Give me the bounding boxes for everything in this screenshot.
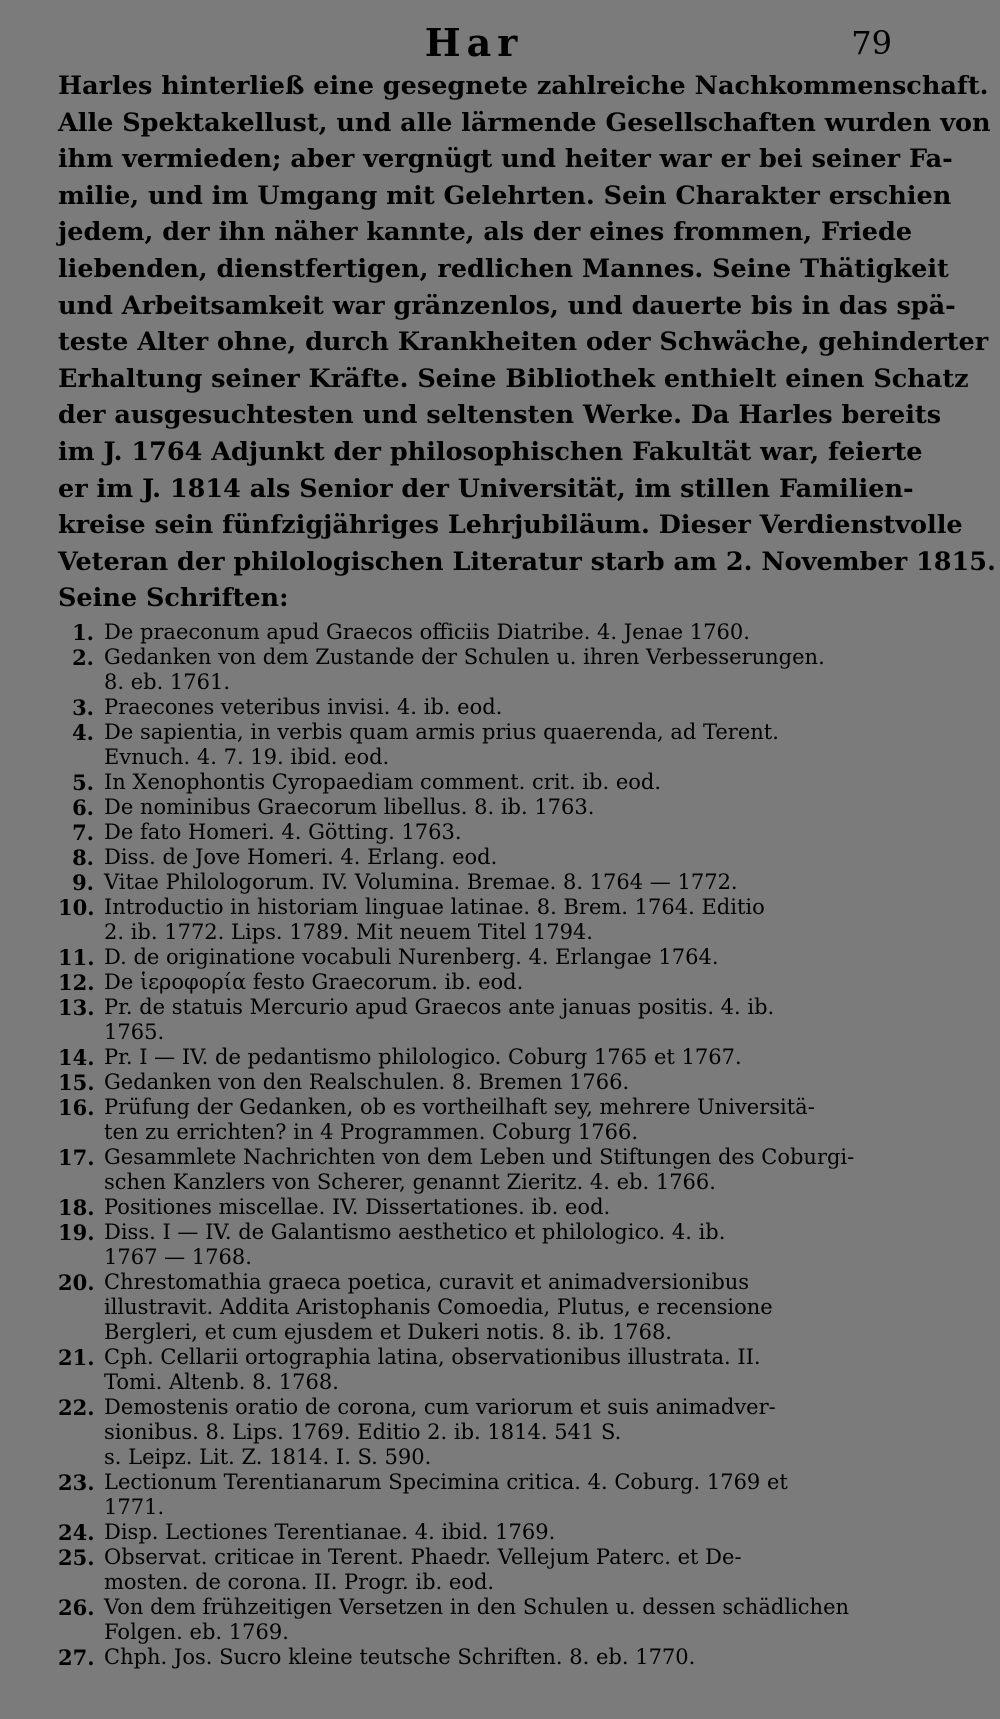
paragraph-line: teste Alter ohne, durch Krankheiten oder Schwäche, gehinderter xyxy=(58,327,989,358)
entry-line: De praeconum apud Graecos officiis Diatribe. 4. Jenae 1760. xyxy=(104,620,750,645)
entry-number: 24. xyxy=(58,1520,95,1546)
entry-line: De ἱεροφορία festo Graecorum. ib. eod. xyxy=(104,970,524,995)
paragraph-line: Alle Spektakellust, und alle lärmende Gesellschaften wurden von xyxy=(58,107,991,138)
entry-text xyxy=(104,845,890,870)
list-item xyxy=(58,795,890,820)
paragraph-line: milie, und im Umgang mit Gelehrten. Sein Charakter erschien xyxy=(58,180,952,211)
entry-line: 1765. xyxy=(104,1020,165,1045)
entry-number: 20. xyxy=(58,1270,95,1296)
entry-number: 23. xyxy=(58,1470,95,1496)
paragraph-line: Veteran der philologischen Literatur starb am 2. November 1815. xyxy=(58,546,996,577)
entry-line: Introductio in historiam linguae latinae. 8. Brem. 1764. Editio xyxy=(104,895,765,920)
entry-line: 8. eb. 1761. xyxy=(104,670,231,695)
list-item xyxy=(58,1095,890,1145)
entry-number: 10. xyxy=(58,895,95,921)
entry-line: De fato Homeri. 4. Götting. 1763. xyxy=(104,820,462,845)
entry-number: 11. xyxy=(58,945,95,971)
entry-number: 2. xyxy=(72,645,94,671)
entry-line: Positiones miscellae. IV. Dissertationes. ib. eod. xyxy=(104,1195,611,1220)
biography-paragraph xyxy=(58,68,996,580)
entry-line: Pr. de statuis Mercurio apud Graecos ante januas positis. 4. ib. xyxy=(104,995,775,1020)
entry-number: 22. xyxy=(58,1395,95,1421)
entry-number: 19. xyxy=(58,1220,95,1246)
entry-text xyxy=(104,1595,890,1645)
entry-line: schen Kanzlers von Scherer, genannt Zieritz. 4. eb. 1766. xyxy=(104,1170,716,1195)
entry-text xyxy=(104,820,890,845)
writings-heading: Seine Schriften: xyxy=(58,583,289,614)
list-item xyxy=(58,1395,890,1470)
entry-text xyxy=(104,1520,890,1545)
entry-text xyxy=(104,695,890,720)
running-title: Har xyxy=(424,20,524,65)
entry-number: 3. xyxy=(72,695,94,721)
entry-text xyxy=(104,720,890,770)
paragraph-line: liebenden, dienstfertigen, redlichen Mannes. Seine Thätigkeit xyxy=(58,253,949,284)
list-item xyxy=(58,770,890,795)
entry-line: In Xenophontis Cyropaediam comment. crit. ib. eod. xyxy=(104,770,662,795)
entry-line: Chph. Jos. Sucro kleine teutsche Schriften. 8. eb. 1770. xyxy=(104,1645,696,1670)
list-item xyxy=(58,1470,890,1520)
entry-text xyxy=(104,895,890,945)
entry-text xyxy=(104,620,890,645)
entry-number: 21. xyxy=(58,1345,95,1371)
entry-line: 1771. xyxy=(104,1495,165,1520)
list-item xyxy=(58,695,890,720)
running-header xyxy=(58,14,890,68)
list-item xyxy=(58,720,890,770)
entry-number: 6. xyxy=(72,795,94,821)
entry-line: De nominibus Graecorum libellus. 8. ib. 1763. xyxy=(104,795,595,820)
entry-number: 16. xyxy=(58,1095,95,1121)
entry-line: Demostenis oratio de corona, cum variorum et suis animadver- xyxy=(104,1395,776,1420)
paragraph-line: Erhaltung seiner Kräfte. Seine Bibliothek enthielt einen Schatz xyxy=(58,363,969,394)
entry-number: 25. xyxy=(58,1545,95,1571)
entry-line: sionibus. 8. Lips. 1769. Editio 2. ib. 1814. 541 S. xyxy=(104,1420,622,1445)
entry-text xyxy=(104,1270,890,1345)
entry-number: 15. xyxy=(58,1070,95,1096)
list-item xyxy=(58,945,890,970)
entry-number: 12. xyxy=(58,970,95,996)
entry-line: Observat. criticae in Terent. Phaedr. Vellejum Paterc. et De- xyxy=(104,1545,742,1570)
entry-line: Disp. Lectiones Terentianae. 4. ibid. 1769. xyxy=(104,1520,556,1545)
list-item xyxy=(58,1145,890,1195)
entry-line: s. Leipz. Lit. Z. 1814. I. S. 590. xyxy=(104,1445,432,1470)
entry-text xyxy=(104,1345,890,1395)
paragraph-line: und Arbeitsamkeit war gränzenlos, und dauerte bis in das spä- xyxy=(58,290,956,321)
list-item xyxy=(58,620,890,645)
paragraph-line: jedem, der ihn näher kannte, als der eines frommen, Friede xyxy=(58,217,913,248)
entry-text xyxy=(104,770,890,795)
list-item xyxy=(58,1070,890,1095)
entry-line: De sapientia, in verbis quam armis prius quaerenda, ad Terent. xyxy=(104,720,779,745)
page-number: 79 xyxy=(851,24,892,62)
paragraph-line: Harles hinterließ eine gesegnete zahlreiche Nachkommenschaft. xyxy=(58,71,989,101)
entry-number: 8. xyxy=(72,845,94,871)
list-item xyxy=(58,1220,890,1270)
entry-text xyxy=(104,970,890,995)
entry-text xyxy=(104,945,890,970)
entry-number: 4. xyxy=(72,720,94,746)
list-item xyxy=(58,1645,890,1670)
entry-number: 7. xyxy=(72,820,94,846)
entry-line: Folgen. eb. 1769. xyxy=(104,1620,289,1645)
list-item xyxy=(58,1270,890,1345)
entry-text xyxy=(104,1470,890,1520)
entry-line: 1767 — 1768. xyxy=(104,1245,252,1270)
entry-line: Prüfung der Gedanken, ob es vortheilhaft sey, mehrere Universitä- xyxy=(104,1095,815,1120)
paragraph-line: im J. 1764 Adjunkt der philosophischen Fakultät war, feierte xyxy=(58,436,923,467)
paragraph-line: der ausgesuchtesten und seltensten Werke. Da Harles bereits xyxy=(58,400,942,431)
entry-line: Bergleri, et cum ejusdem et Dukeri notis. 8. ib. 1768. xyxy=(104,1320,672,1345)
entry-line: Von dem frühzeitigen Versetzen in den Schulen u. dessen schädlichen xyxy=(104,1595,850,1620)
entry-text xyxy=(104,1095,890,1145)
entry-text xyxy=(104,995,890,1045)
entry-line: illustravit. Addita Aristophanis Comoedia, Plutus, e recensione xyxy=(104,1295,773,1320)
entry-line: Gedanken von dem Zustande der Schulen u. ihren Verbesserungen. xyxy=(104,645,825,670)
entry-line: D. de originatione vocabuli Nurenberg. 4. Erlangae 1764. xyxy=(104,945,719,970)
list-item xyxy=(58,970,890,995)
entry-number: 26. xyxy=(58,1595,95,1621)
entry-line: Diss. de Jove Homeri. 4. Erlang. eod. xyxy=(104,845,498,870)
entry-number: 18. xyxy=(58,1195,95,1221)
list-item xyxy=(58,1595,890,1645)
list-item xyxy=(58,895,890,945)
entry-line: Pr. I — IV. de pedantismo philologico. Coburg 1765 et 1767. xyxy=(104,1045,742,1070)
list-item xyxy=(58,1520,890,1545)
entry-line: Lectionum Terentianarum Specimina critica. 4. Coburg. 1769 et xyxy=(104,1470,788,1495)
list-item xyxy=(58,645,890,695)
entry-line: mosten. de corona. II. Progr. ib. eod. xyxy=(104,1570,495,1595)
paragraph-line: kreise sein fünfzigjähriges Lehrjubiläum. Dieser Verdienstvolle xyxy=(58,510,963,541)
list-item xyxy=(58,1345,890,1395)
entry-number: 17. xyxy=(58,1145,95,1171)
entry-text xyxy=(104,1220,890,1270)
list-item xyxy=(58,1545,890,1595)
entry-text xyxy=(104,1070,890,1095)
entry-line: ten zu errichten? in 4 Programmen. Coburg 1766. xyxy=(104,1120,639,1145)
list-item xyxy=(58,1045,890,1070)
entry-number: 13. xyxy=(58,995,95,1021)
writings-list xyxy=(58,620,890,1670)
entry-number: 1. xyxy=(72,620,94,646)
entry-line: Cph. Cellarii ortographia latina, observationibus illustrata. II. xyxy=(104,1345,761,1370)
list-item xyxy=(58,870,890,895)
paragraph-line: ihm vermieden; aber vergnügt und heiter war er bei seiner Fa- xyxy=(58,144,953,175)
entry-text xyxy=(104,1195,890,1220)
entry-line: Gedanken von den Realschulen. 8. Bremen 1766. xyxy=(104,1070,630,1095)
paragraph-line: er im J. 1814 als Senior der Universität, im stillen Familien- xyxy=(58,473,914,504)
list-item xyxy=(58,995,890,1045)
entry-number: 27. xyxy=(58,1645,95,1671)
entry-text xyxy=(104,870,890,895)
list-item xyxy=(58,1195,890,1220)
entry-text xyxy=(104,795,890,820)
entry-line: Praecones veteribus invisi. 4. ib. eod. xyxy=(104,695,503,720)
list-item xyxy=(58,820,890,845)
entry-text xyxy=(104,1395,890,1470)
entry-text xyxy=(104,1145,890,1195)
entry-text xyxy=(104,1545,890,1595)
entry-number: 14. xyxy=(58,1045,95,1071)
entry-line: Evnuch. 4. 7. 19. ibid. eod. xyxy=(104,745,390,770)
entry-text xyxy=(104,1645,890,1670)
entry-text xyxy=(104,1045,890,1070)
entry-line: Vitae Philologorum. IV. Volumina. Bremae. 8. 1764 — 1772. xyxy=(104,870,738,895)
entry-number: 5. xyxy=(72,770,94,796)
entry-line: Tomi. Altenb. 8. 1768. xyxy=(104,1370,339,1395)
entry-line: Diss. I — IV. de Galantismo aesthetico et philologico. 4. ib. xyxy=(104,1220,726,1245)
list-item xyxy=(58,845,890,870)
entry-line: Chrestomathia graeca poetica, curavit et animadversionibus xyxy=(104,1270,750,1295)
entry-line: Gesammlete Nachrichten von dem Leben und Stiftungen des Coburgi- xyxy=(104,1145,855,1170)
entry-number: 9. xyxy=(72,870,94,896)
entry-text xyxy=(104,645,890,695)
entry-line: 2. ib. 1772. Lips. 1789. Mit neuem Titel 1794. xyxy=(104,920,593,945)
